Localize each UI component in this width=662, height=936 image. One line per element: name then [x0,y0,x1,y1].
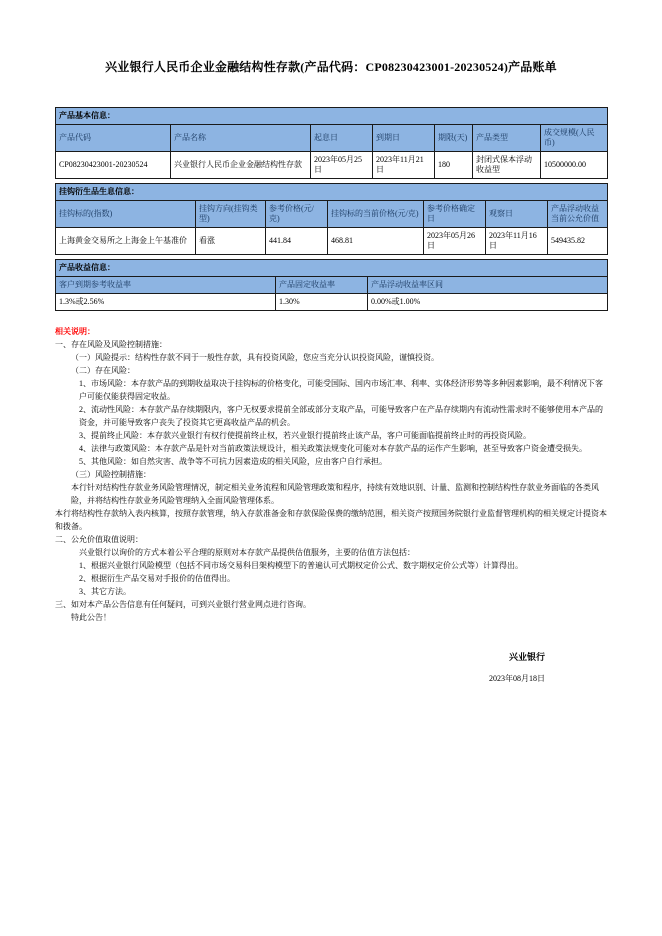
derivative-section-title: 挂钩衍生品生息信息： [56,184,608,201]
note-line: 1、市场风险：本存款产品的到期收益取决于挂钩标的价格变化，可能受国际、国内市场汇率、利率、实体经济形势等多种因素影响，最不利情况下客户可能仅能获得固定收益。 [79,379,603,401]
basic-section-title: 产品基本信息： [56,108,608,125]
note-line: 4、法律与政策风险：本存款产品是针对当前政策法规设计，相关政策法规变化可能对本存款产品的运作产生影响，甚至导致客户资金遭受损失。 [79,444,587,453]
table-header-cell: 产品代码 [56,125,171,152]
table-cell: 441.84 [266,228,328,255]
table-cell: 1.30% [276,294,368,311]
income-info-table [55,259,608,311]
page-title: 兴业银行人民币企业金融结构性存款(产品代码：CP08230423001-20230524)产品账单 [105,60,557,74]
basic-info-table [55,107,608,179]
table-cell: 549435.82 [548,228,608,255]
note-line: 二、公允价值取值说明： [55,535,143,544]
table-cell: 10500000.00 [541,152,608,179]
table-cell: CP08230423001-20230524 [56,152,171,179]
note-line: 5、其他风险：如自然灾害、战争等不可抗力因素造成的相关风险，应由客户自行承担。 [79,457,387,466]
notes-section [55,325,607,624]
table-cell: 1.3%或2.56% [56,294,276,311]
table-cell: 2023年05月25日 [311,152,373,179]
footer-date: 2023年08月18日 [489,674,545,683]
table-row [56,228,608,255]
table-header-cell: 产品固定收益率 [276,277,368,294]
table-row [56,152,608,179]
table-header-cell: 挂钩方向(挂钩类型) [196,201,266,228]
table-cell: 兴业银行人民币企业金融结构性存款 [171,152,311,179]
table-cell: 2023年11月16日 [486,228,548,255]
table-cell: 封闭式保本浮动收益型 [473,152,541,179]
note-line: 1、根据兴业银行风险模型（包括不同市场交易科目架构模型下的普遍认可式期权定价公式、数字期权定价公式等）计算得出。 [79,561,523,570]
income-section-title: 产品收益信息： [56,260,608,277]
derivative-info-table [55,183,608,255]
table-header-cell: 观察日 [486,201,548,228]
table-cell: 468.81 [328,228,424,255]
note-line: 三、如对本产品公告信息有任何疑问，可到兴业银行营业网点进行咨询。 [55,600,311,609]
table-cell: 上海黄金交易所之上海金上午基准价 [56,228,196,255]
table-header-cell: 产品类型 [473,125,541,152]
note-line: （一）风险提示：结构性存款不同于一般性存款，具有投资风险，您应当充分认识投资风险，谨慎投资。 [71,353,439,362]
note-line: 一、存在风险及风险控制措施： [55,340,167,349]
table-header-cell: 到期日 [373,125,435,152]
note-line: （二）存在风险： [71,366,135,375]
note-line: 本行将结构性存款纳入表内核算，按照存款管理，纳入存款准备金和存款保险保费的缴纳范围，相关资产按照国务院银行业监督管理机构的相关规定计提资本和拨备。 [55,509,607,531]
footer-signature [55,650,607,684]
note-line: 3、其它方法。 [79,587,131,596]
note-line: 2、根据衍生产品交易对手报价的估值得出。 [79,574,235,583]
table-header-cell: 挂钩标的当前价格(元/克) [328,201,424,228]
table-header-cell: 挂钩标的(指数) [56,201,196,228]
footer-bank-name: 兴业银行 [508,652,545,662]
note-line: 本行针对结构性存款业务风险管理情况，制定相关业务流程和风险管理政策和程序，持续有效地识别、计量、监测和控制结构性存款业务面临的各类风险，并将结构性存款业务风险管理纳入全面风险管理体系。 [71,483,599,505]
note-line: 特此公告！ [71,613,111,622]
note-line: （三）风险控制措施： [71,470,151,479]
table-cell: 0.00%或1.00% [368,294,608,311]
note-line: 2、流动性风险：本存款产品存续期限内，客户无权要求提前全部或部分支取产品，可能导致客户在产品存续期内有流动性需求时不能够使用本产品的资金，并可能导致客户丧失了投资其它更高收益产品的机会。 [79,405,603,427]
table-cell: 看涨 [196,228,266,255]
note-line: 3、提前终止风险：本存款兴业银行有权行使提前终止权，若兴业银行提前终止该产品，客户可能面临提前终止时的再投资风险。 [79,431,531,440]
notes-title: 相关说明： [55,327,95,336]
table-cell: 2023年05月26日 [424,228,486,255]
table-header-cell: 参考价格确定日 [424,201,486,228]
table-header-cell: 产品浮动收益率区间 [368,277,608,294]
note-line: 兴业银行以询价的方式本着公平合理的原则对本存款产品提供估值服务，主要的估值方法包括： [79,548,415,557]
table-row [56,294,608,311]
table-header-cell: 起息日 [311,125,373,152]
table-header-cell: 产品名称 [171,125,311,152]
table-header-cell: 产品浮动收益当前公允价值 [548,201,608,228]
table-header-cell: 参考价格(元/克) [266,201,328,228]
table-header-cell: 成交规模(人民币) [541,125,608,152]
table-cell: 180 [435,152,473,179]
table-header-cell: 客户到期参考收益率 [56,277,276,294]
table-cell: 2023年11月21日 [373,152,435,179]
table-header-cell: 期限(天) [435,125,473,152]
